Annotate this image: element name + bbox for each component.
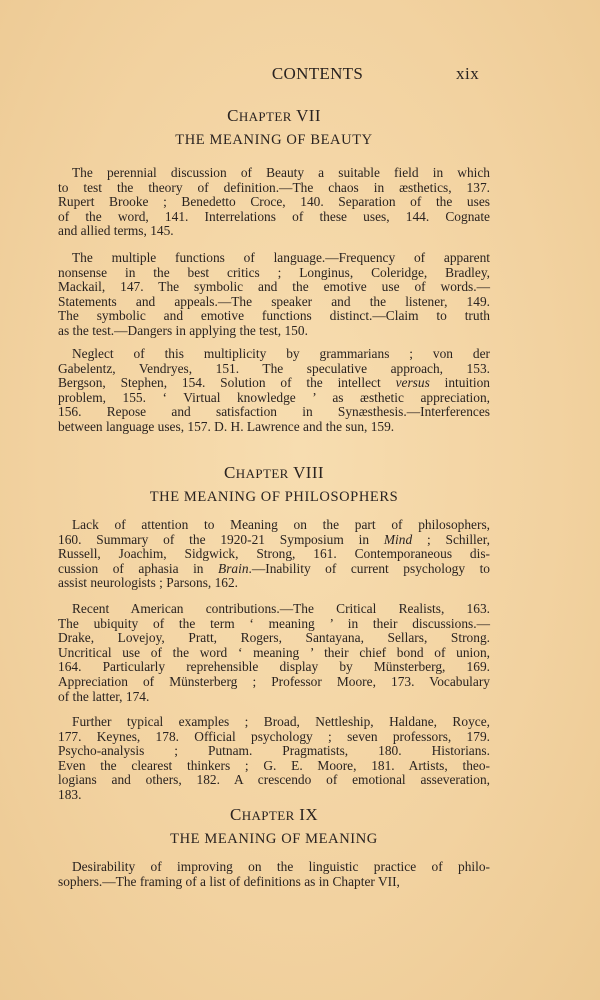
text-line: Further typical examples ; Broad, Nettleship, Haldane, Royce, <box>72 714 490 729</box>
text-line: assist neurologists ; Parsons, 162. <box>58 575 239 591</box>
text-line: and allied terms, 145. <box>58 223 174 239</box>
contents-paragraph <box>58 715 490 803</box>
text-line: Appreciation of Münsterberg ; Professor Moore, 173. Vocabulary <box>58 673 490 689</box>
text-line: of the word, 141. Interrelations of these uses, 144. Cognate <box>58 208 490 224</box>
text-line: Lack of attention to Meaning on the part of philosophers, <box>72 517 490 532</box>
text-line: Rupert Brooke ; Benedetto Croce, 140. Separation of the uses <box>58 194 490 210</box>
text-line: 164. Particularly reprehensible display by Münsterberg, 169. <box>58 659 490 675</box>
text-line: Recent American contributions.—The Critical Realists, 163. <box>72 601 490 616</box>
text-line: of the latter, 174. <box>58 688 150 704</box>
text-line: Bergson, Stephen, 154. Solution of the intellect versus intuition <box>58 375 491 391</box>
chapter-title: THE MEANING OF BEAUTY <box>175 132 373 148</box>
text-line: Gabelentz, Vendryes, 151. The speculative approach, 153. <box>58 360 490 376</box>
text-line: The symbolic and emotive functions distinct.—Claim to truth <box>58 308 490 324</box>
running-title: CONTENTS <box>271 64 364 83</box>
chapter-label: CHAPTER VII <box>227 106 321 125</box>
text-line: 177. Keynes, 178. Official psychology ; seven professors, 179. <box>58 728 490 744</box>
text-line: The multiple functions of language.—Frequency of apparent <box>72 250 490 265</box>
text-line: Uncritical use of the word ‘ meaning ’ their chief bond of union, <box>58 644 490 660</box>
text-line: The ubiquity of the term ‘ meaning ’ in their discussions.— <box>58 615 490 631</box>
text-line: Desirability of improving on the linguistic practice of philo- <box>72 859 490 874</box>
text-line: problem, 155. ‘ Virtual knowledge ’ as æsthetic appreciation, <box>58 389 490 405</box>
page-number: xix <box>456 64 480 83</box>
text-line: 160. Summary of the 1920-21 Symposium in Mind ; Schiller, <box>58 531 490 547</box>
text-line: cussion of aphasia in Brain.—Inability of current psychology to <box>58 560 490 576</box>
text-line: Neglect of this multiplicity by grammarians ; von der <box>72 346 490 361</box>
contents-paragraph <box>58 602 490 704</box>
text-line: Mackail, 147. The symbolic and the emotive use of words.— <box>58 279 490 295</box>
text-line: Even the clearest thinkers ; G. E. Moore, 181. Artists, theo- <box>58 757 490 773</box>
contents-paragraph <box>58 347 490 435</box>
contents-paragraph <box>58 166 490 239</box>
chapter-label: CHAPTER VIII <box>224 463 324 482</box>
text-line: between language uses, 157. D. H. Lawrence and the sun, 159. <box>58 418 395 434</box>
text-line: The perennial discussion of Beauty a suitable field in which <box>72 165 490 180</box>
text-line: 183. <box>58 786 82 802</box>
text-line: nonsense in the best critics ; Longinus, Coleridge, Bradley, <box>58 264 490 280</box>
running-header <box>0 64 600 88</box>
text-line: Drake, Lovejoy, Pratt, Rogers, Santayana, Sellars, Strong. <box>58 630 490 646</box>
contents-paragraph <box>58 251 490 339</box>
chapter-title: THE MEANING OF PHILOSOPHERS <box>149 489 399 505</box>
text-line: logians and others, 182. A crescendo of emotional asseveration, <box>58 772 490 788</box>
chapter-label: CHAPTER IX <box>229 805 319 824</box>
text-line: Russell, Joachim, Sidgwick, Strong, 161. Contemporaneous dis- <box>58 546 490 562</box>
chapter-title: THE MEANING OF MEANING <box>170 831 378 847</box>
contents-paragraph <box>58 860 490 889</box>
text-line: Psycho-analysis ; Putnam. Pragmatists, 180. Historians. <box>58 743 490 759</box>
text-line: 156. Repose and satisfaction in Synæsthesis.—Interferences <box>58 404 490 420</box>
contents-paragraph <box>58 518 490 591</box>
text-line: sophers.—The framing of a list of definitions as in Chapter VII, <box>58 873 400 889</box>
text-line: to test the theory of definition.—The chaos in æsthetics, 137. <box>58 179 490 195</box>
text-line: as the test.—Dangers in applying the test, 150. <box>58 322 308 338</box>
text-line: Statements and appeals.—The speaker and the listener, 149. <box>58 293 490 309</box>
